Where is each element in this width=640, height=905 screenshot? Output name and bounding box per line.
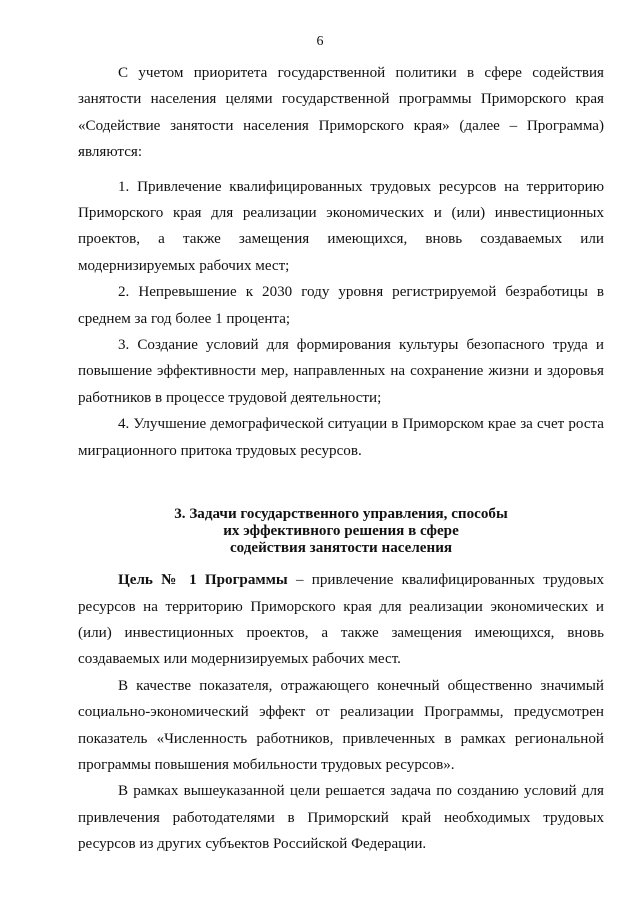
goal1-text: – привлечение квалифицированных трудовых ресурсов на территорию Приморского края для реализации экономических и (или) инвестиционных проектов, а также замещения имеющихся, вновь создаваемых или модернизируемых рабочих мест. — [78, 572, 604, 668]
goal1-paragraph — [78, 567, 604, 673]
intro-paragraph: С учетом приоритета государственной политики в сфере содействия занятости населения целями государственной программы Приморского края «Содействие занятости населения Приморского края» (далее – Программа) являются: — [78, 65, 604, 161]
page-number: 6 — [316, 34, 324, 49]
section-heading-line-2: их эффективного решения в сфере — [223, 523, 459, 540]
goal-item-2: 2. Непревышение к 2030 году уровня регистрируемой безработицы в среднем за год более 1 процента; — [78, 284, 604, 327]
document-body — [78, 60, 604, 858]
section-heading-line-3: содействия занятости населения — [229, 540, 453, 557]
goal-item-3: 3. Создание условий для формирования культуры безопасного труда и повышение эффективности мер, направленных на сохранение жизни и здоровья работников в процессе трудовой деятельности; — [78, 337, 604, 406]
section-heading-line-1: 3. Задачи государственного управления, способы — [174, 506, 508, 523]
goal-item-4: 4. Улучшение демографической ситуации в Приморском крае за счет роста миграционного притока трудовых ресурсов. — [78, 416, 604, 459]
goal1-label: Цель № 1 Программы — [118, 572, 288, 589]
indicator-paragraph: В качестве показателя, отражающего конечный общественно значимый социально-экономический эффект от реализации Программы, предусмотрен показатель «Численность работников, привлеченных в рамках региональной программы повышения мобильности трудовых ресурсов». — [78, 677, 604, 773]
goal-item-1: 1. Привлечение квалифицированных трудовых ресурсов на территорию Приморского края для реализации экономических и (или) инвестиционных проектов, а также замещения имеющихся, вновь создаваемых или модернизируемых рабочих мест; — [78, 178, 604, 274]
section-heading — [78, 506, 604, 557]
task-paragraph: В рамках вышеуказанной цели решается задача по созданию условий для привлечения работодателями в Приморский край необходимых трудовых ресурсов из других субъектов Российской Федерации. — [78, 783, 604, 853]
